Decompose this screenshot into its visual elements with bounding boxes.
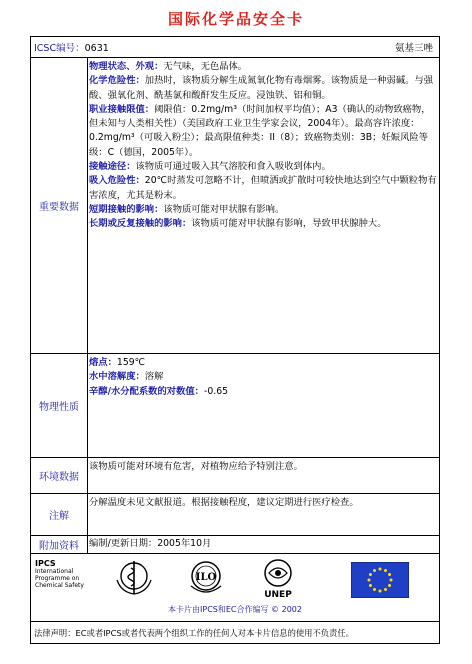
svg-text:ILO: ILO <box>195 572 217 583</box>
physical-properties-section <box>31 353 439 457</box>
entry-value: 该物质可能对甲状腺有影响。 <box>163 203 285 215</box>
eu-star-icon <box>369 573 372 576</box>
entry-value: 该物质可能对甲状腺有影响，导致甲状腺肿大。 <box>191 218 387 230</box>
notes-text: 分解温度未见文献报道。根据接触程度，建议定期进行医疗检查。 <box>89 497 359 508</box>
entry-key: 短期接触的影响： <box>89 203 164 215</box>
data-entry <box>89 103 437 160</box>
eu-star-icon <box>379 568 382 571</box>
data-entry <box>89 356 437 370</box>
notes-section <box>31 493 439 535</box>
who-emblem-icon <box>113 558 155 598</box>
legal-row <box>31 621 439 643</box>
entry-value: -0.65 <box>203 385 229 397</box>
section-label: 环境数据 <box>31 458 88 493</box>
entry-value: 无气味，无色晶体。 <box>163 61 248 72</box>
unep-emblem-icon <box>259 558 297 592</box>
unep-label: UNEP <box>264 590 292 600</box>
ipcs-logo: IPCS International Programme on Chemical Safety <box>35 559 84 589</box>
data-entry <box>89 217 437 231</box>
data-entry <box>89 60 437 74</box>
card-footnote: 本卡片由IPCS和EC合作编写 © 2002 <box>168 605 302 614</box>
entry-key: 物理状态、外观： <box>89 61 164 72</box>
eu-star-icon <box>388 573 391 576</box>
entry-value: 20℃时蒸发可忽略不计，但喷洒或扩散时可较快地达到空气中颗粒物有害浓度，尤其是粉末。 <box>89 175 437 201</box>
chemical-name: 氨基三唑 <box>394 43 433 54</box>
logo-row <box>31 553 439 621</box>
entry-key: 化学危险性： <box>89 75 145 87</box>
eu-star-icon <box>379 590 382 593</box>
data-entry <box>89 74 437 103</box>
eu-star-icon <box>373 588 376 591</box>
section-label: 附加资料 <box>31 536 88 553</box>
eu-flag-icon <box>351 562 409 598</box>
eu-star-icon <box>384 569 387 572</box>
data-entry <box>89 370 437 384</box>
entry-value: 阈限值：0.2mg/m³（时间加权平均值）；A3（确认的动物致癌物，但未知与人类相关性）（美国政府工业卫生学家会议，2004年）。最高容许浓度：0.2mg/m³（可吸入粉尘）；最高限值种类：II（8）；致癌物类别：3B；妊娠风险等级：C（德国，2005年）。 <box>89 103 431 158</box>
safety-card <box>30 36 440 644</box>
eu-star-icon <box>390 579 393 582</box>
legal-notice: 法律声明：EC或者IPCS或者代表两个组织工作的任何人对本卡片信息的使用不负责任。 <box>34 627 354 638</box>
entry-key: 吸入危险性： <box>89 175 145 187</box>
important-data-section <box>31 57 439 353</box>
eu-star-icon <box>388 584 391 587</box>
entry-value: 159℃ <box>116 357 146 368</box>
important-data-content <box>89 60 437 351</box>
entry-value: 该物质可通过吸入其气溶胶和食入吸收到体内。 <box>135 161 331 173</box>
entry-key: 长期或反复接触的影响： <box>89 218 192 230</box>
ilo-emblem-icon <box>186 558 226 598</box>
eu-star-icon <box>384 588 387 591</box>
additional-text: 编制/更新日期：2005年10月 <box>89 538 212 549</box>
data-entry <box>89 203 437 217</box>
icsc-number: ICSC编号：0631 <box>34 43 109 54</box>
data-entry <box>89 385 437 399</box>
entry-value: 加热时，该物质分解生成氮氧化物有毒烟雾。该物质是一种弱碱。与强酸、强氧化剂、酰基氯和酸酐发生反应。浸蚀铁、铝和铜。 <box>89 75 434 101</box>
environment-text: 该物质可能对环境有危害，对植物应给予特别注意。 <box>89 461 303 472</box>
section-label: 注解 <box>31 494 88 535</box>
entry-key: 职业接触限值： <box>89 103 155 115</box>
eu-star-icon <box>368 579 371 582</box>
entry-key: 辛醇/水分配系数的对数值： <box>89 385 204 397</box>
environment-section <box>31 457 439 493</box>
physical-properties-content <box>89 356 437 455</box>
page-title: 国际化学品安全卡 <box>167 10 304 28</box>
section-label: 物理性质 <box>31 354 88 457</box>
entry-value: 溶解 <box>144 371 164 383</box>
eu-star-icon <box>369 584 372 587</box>
data-entry <box>89 174 437 203</box>
header-row <box>31 37 439 57</box>
additional-section <box>31 535 439 553</box>
entry-key: 接触途径： <box>89 161 136 173</box>
eu-star-icon <box>373 569 376 572</box>
entry-key: 熔点： <box>89 357 117 368</box>
section-label: 重要数据 <box>31 58 88 353</box>
entry-key: 水中溶解度： <box>89 371 145 383</box>
data-entry <box>89 160 437 174</box>
